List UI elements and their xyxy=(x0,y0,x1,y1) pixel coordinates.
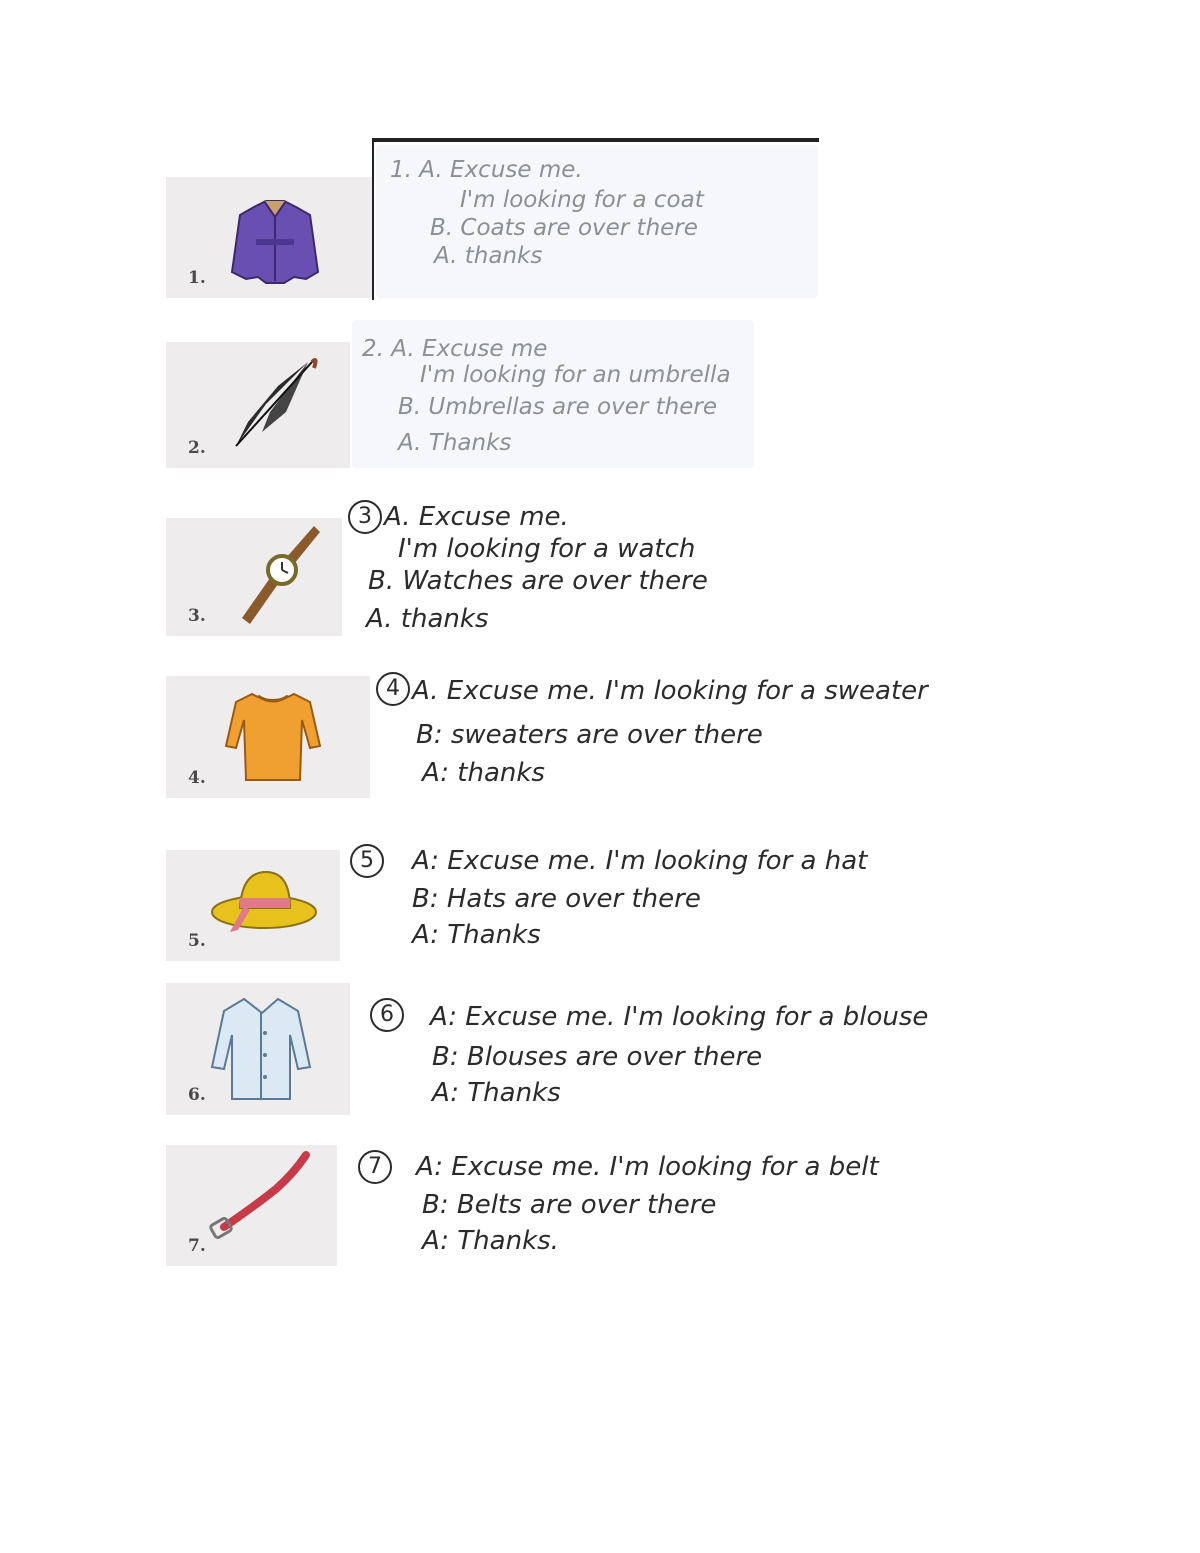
answer-line: B: Belts are over there xyxy=(422,1190,717,1220)
answer-line: A: Thanks xyxy=(432,1078,561,1108)
answer-line: 2. A. Excuse me xyxy=(362,336,548,362)
answer-line: A. thanks xyxy=(434,243,543,269)
answer-line xyxy=(350,844,390,878)
number-circle: 6 xyxy=(370,998,404,1032)
item-7-picture xyxy=(166,1145,337,1266)
answer-line xyxy=(370,998,410,1032)
item-number: 7. xyxy=(188,1236,206,1256)
answer-line: I'm looking for an umbrella xyxy=(420,362,731,388)
item-number: 3. xyxy=(188,606,206,626)
item-1-picture xyxy=(166,177,372,298)
item-6-picture xyxy=(166,983,350,1115)
answer-line: B: Hats are over there xyxy=(412,884,701,914)
answer-line: 1. A. Excuse me. xyxy=(390,157,583,183)
answer-line: A: Thanks xyxy=(412,920,541,950)
answer-line: A: Excuse me. I'm looking for a hat xyxy=(412,846,868,876)
answer-line: A: Excuse me. I'm looking for a blouse xyxy=(430,1002,929,1032)
answer-line: A. Thanks xyxy=(398,430,512,456)
answer-line: A. Excuse me. I'm looking for a sweater xyxy=(412,676,928,706)
number-circle: 4 xyxy=(376,672,410,706)
answer-line: B: sweaters are over there xyxy=(416,720,763,750)
answer-line: A. Excuse me. xyxy=(384,502,569,532)
item-5-picture xyxy=(166,850,340,961)
answer-line: B. Coats are over there xyxy=(430,215,698,241)
answer-line: B. Watches are over there xyxy=(368,566,708,596)
number-circle: 7 xyxy=(358,1150,392,1184)
answer-line: A: thanks xyxy=(422,758,545,788)
item-number: 4. xyxy=(188,768,206,788)
item-3-picture xyxy=(166,518,342,636)
number-circle: 3 xyxy=(348,500,382,534)
item-number: 6. xyxy=(188,1085,206,1105)
number-circle: 5 xyxy=(350,844,384,878)
item-number: 2. xyxy=(188,438,206,458)
answer-line: B. Umbrellas are over there xyxy=(398,394,717,420)
answer-line: I'm looking for a coat xyxy=(460,187,704,213)
top-border xyxy=(372,138,819,142)
item-4-picture xyxy=(166,676,370,798)
answer-line: A: Thanks. xyxy=(422,1226,559,1256)
answer-line: A. thanks xyxy=(366,604,489,634)
answer-line xyxy=(358,1150,398,1184)
item-number: 1. xyxy=(188,268,206,288)
answer-line xyxy=(348,500,388,534)
answer-line xyxy=(376,672,416,706)
item-number: 5. xyxy=(188,931,206,951)
left-border xyxy=(372,138,374,300)
item-2-picture xyxy=(166,342,350,468)
answer-line: A: Excuse me. I'm looking for a belt xyxy=(416,1152,879,1182)
answer-line: B: Blouses are over there xyxy=(432,1042,763,1072)
answer-line: I'm looking for a watch xyxy=(398,534,696,564)
